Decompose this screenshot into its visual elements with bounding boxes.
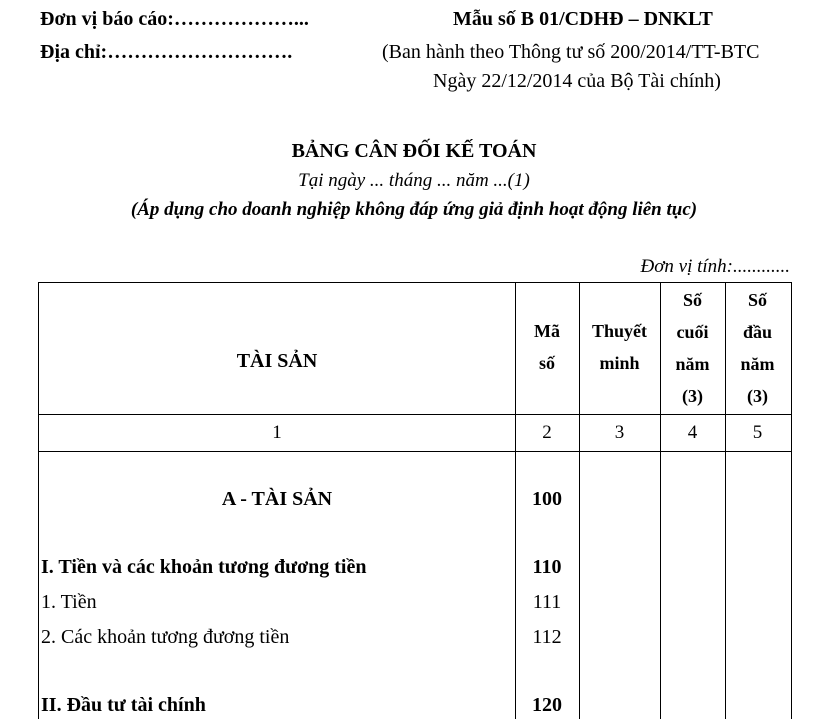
column-number: 3 bbox=[614, 422, 625, 443]
header-note bbox=[579, 315, 660, 379]
row-divider bbox=[39, 414, 791, 415]
header-begin-line2: đầu bbox=[742, 322, 773, 342]
row-label: 2. Các khoản tương đương tiền bbox=[41, 626, 290, 648]
header-end-line3: năm bbox=[675, 354, 710, 374]
page-title: BẢNG CÂN ĐỐI KẾ TOÁN bbox=[291, 140, 537, 162]
header-code-line1: Mã bbox=[534, 321, 560, 341]
header-end-line4: (3) bbox=[682, 386, 703, 406]
column-number: 2 bbox=[542, 422, 552, 443]
row-code: 111 bbox=[532, 591, 562, 613]
header-begin-line3: năm bbox=[740, 354, 775, 374]
balance-sheet-table bbox=[38, 282, 792, 719]
column-number: 4 bbox=[687, 422, 698, 443]
header-begin-line1: Số bbox=[747, 290, 767, 310]
row-label-section-a: A - TÀI SẢN bbox=[221, 488, 333, 510]
row-code: 100 bbox=[532, 488, 562, 510]
applies-to: (Áp dụng cho doanh nghiệp không đáp ứng giả định hoạt động liên tục) bbox=[130, 199, 698, 220]
row-code: 110 bbox=[532, 556, 562, 578]
form-code: Mẫu số B 01/CDHĐ – DNKLT bbox=[453, 8, 713, 30]
header-code bbox=[515, 315, 579, 379]
header-note-line2: minh bbox=[599, 353, 640, 373]
header-beginning-of-year bbox=[725, 284, 790, 412]
row-divider bbox=[39, 451, 791, 452]
row-label: 1. Tiền bbox=[41, 591, 97, 613]
issued-by: (Ban hành theo Thông tư số 200/2014/TT-BTC bbox=[382, 41, 760, 63]
row-code: 112 bbox=[532, 626, 562, 648]
header-end-line1: Số bbox=[682, 290, 702, 310]
header-assets: TÀI SẢN bbox=[236, 350, 318, 372]
header-code-line2: số bbox=[538, 353, 555, 373]
row-label: II. Đầu tư tài chính bbox=[41, 694, 206, 716]
issued-date: Ngày 22/12/2014 của Bộ Tài chính) bbox=[433, 70, 721, 92]
row-code: 120 bbox=[532, 694, 562, 716]
column-number: 5 bbox=[752, 422, 763, 443]
currency-unit: Đơn vị tính:............ bbox=[640, 256, 790, 277]
address-line: Địa chỉ:………………………. bbox=[40, 41, 293, 63]
row-label: I. Tiền và các khoản tương đương tiền bbox=[41, 556, 367, 578]
reporting-unit: Đơn vị báo cáo:………………... bbox=[40, 8, 309, 30]
header-note-line1: Thuyết bbox=[591, 321, 647, 341]
header-end-of-year bbox=[660, 284, 725, 412]
as-of-date: Tại ngày ... tháng ... năm ...(1) bbox=[298, 170, 530, 191]
header-begin-line4: (3) bbox=[747, 386, 768, 406]
header-end-line2: cuối bbox=[676, 322, 709, 342]
column-number: 1 bbox=[272, 422, 282, 443]
